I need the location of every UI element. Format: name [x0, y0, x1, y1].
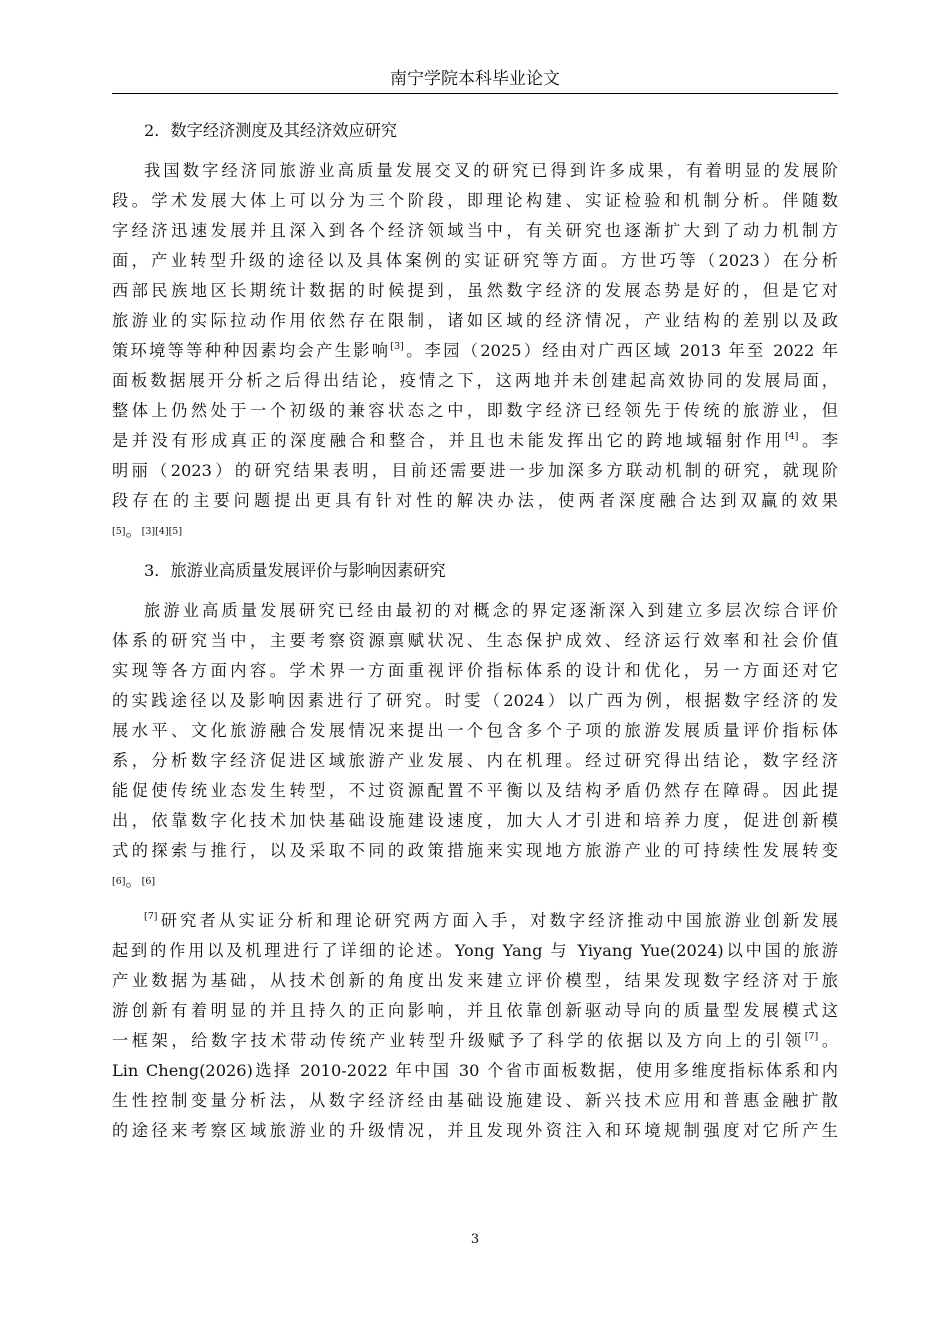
text-line: 我国数字经济同旅游业高质量发展交叉的研究已得到许多成果，有着明显的发展阶: [144, 161, 838, 180]
text-line: [5]。[3][4][5]: [112, 521, 183, 540]
text-line: 产业数据为基础，从技术创新的角度出发来建立评价模型，结果发现数字经济对于旅: [112, 971, 838, 990]
text-line: 旅游业的实际拉动作用依然存在限制，诸如区域的经济情况，产业结构的差别以及政: [112, 311, 838, 330]
text-line: 的实践途径以及影响因素进行了研究。时雯（2024）以广西为例，根据数字经济的发: [112, 691, 838, 710]
text-line: 式的探索与推行，以及采取不同的政策措施来实现地方旅游产业的可持续性发展转变: [112, 841, 838, 860]
text-line: 实现等各方面内容。学术界一方面重视评价指标体系的设计和优化，另一方面还对它: [112, 661, 838, 680]
citation: [6]: [141, 876, 156, 887]
text-line: 整体上仍然处于一个初级的兼容状态之中，即数字经济已经领先于传统的旅游业，但: [112, 401, 838, 420]
citation: [3]: [390, 341, 404, 352]
page-number: 3: [470, 1232, 480, 1247]
text-line: 生性控制变量分析法，从数字经济经由基础设施建设、新兴技术应用和普惠金融扩散: [112, 1091, 838, 1110]
paragraph-empirical-research: [112, 906, 838, 1146]
paragraph-tourism-evaluation: [112, 596, 838, 896]
text-line: 展水平、文化旅游融合发展情况来提出一个包含多个子项的旅游发展质量评价指标体: [112, 721, 838, 740]
header-rule: [112, 93, 838, 94]
text-line: 的途径来考察区域旅游业的升级情况，并且发现外资注入和环境规制强度对它所产生: [112, 1121, 838, 1140]
citation: [3][4][5]: [141, 526, 183, 537]
text-line: 是并没有形成真正的深度融合和整合，并且也未能发挥出它的跨地域辐射作用[4]。李: [112, 431, 839, 450]
citation: [4]: [784, 431, 799, 442]
text-line: 起到的作用以及机理进行了详细的论述。Yong Yang 与 Yiyang Yue(2024)以中国的旅游: [112, 941, 838, 960]
text-line: Lin Cheng(2026)选择 2010-2022 年中国 30 个省市面板数据，使用多维度指标体系和内: [112, 1061, 838, 1080]
text-line: 段存在的主要问题提出更具有针对性的解决办法，使两者深度融合达到双赢的效果: [112, 491, 838, 510]
text-line: [7]研究者从实证分析和理论研究两方面入手，对数字经济推动中国旅游业创新发展: [144, 911, 838, 930]
citation: [7]: [144, 911, 158, 922]
text-line: 字经济迅速发展并且深入到各个经济领域当中，有关研究也逐渐扩大到了动力机制方: [112, 221, 838, 240]
text-line: 能促使传统业态发生转型，不过资源配置不平衡以及结构矛盾仍然存在障碍。因此提: [112, 781, 838, 800]
citation: [6]: [112, 876, 126, 887]
text-line: 西部民族地区长期统计数据的时候提到，虽然数字经济的发展态势是好的，但是它对: [112, 281, 838, 300]
text-line: [6]。[6]: [112, 871, 156, 890]
running-header: 南宁学院本科毕业论文: [390, 69, 560, 89]
section-heading-3: 3．旅游业高质量发展评价与影响因素研究: [144, 561, 446, 580]
text-line: 体系的研究当中，主要考察资源禀赋状况、生态保护成效、经济运行效率和社会价值: [112, 631, 838, 650]
text-line: 游创新有着明显的并且持久的正向影响，并且依靠创新驱动导向的质量型发展模式这: [112, 1001, 838, 1020]
citation: [5]: [112, 526, 126, 537]
text-line: 面板数据展开分析之后得出结论，疫情之下，这两地并未创建起高效协同的发展局面，: [112, 371, 838, 390]
text-line: 旅游业高质量发展研究已经由最初的对概念的界定逐渐深入到建立多层次综合评价: [144, 601, 838, 620]
citation: [7]: [804, 1031, 819, 1042]
paragraph-digital-economy: [112, 156, 838, 546]
section-heading-2: 2．数字经济测度及其经济效应研究: [144, 121, 398, 140]
text-line: 段。学术发展大体上可以分为三个阶段，即理论构建、实证检验和机制分析。伴随数: [112, 191, 838, 210]
text-line: 策环境等等种种因素均会产生影响[3]。李园（2025）经由对广西区域 2013 年至 2022 年: [112, 341, 839, 360]
text-line: 明丽（2023）的研究结果表明，目前还需要进一步加深多方联动机制的研究，就现阶: [112, 461, 838, 480]
text-line: 出，依靠数字化技术加快基础设施建设速度，加大人才引进和培养力度，促进创新模: [112, 811, 838, 830]
page-body: [112, 116, 838, 1146]
text-line: 一框架，给数字技术带动传统产业转型升级赋予了科学的依据以及方向上的引领[7]。: [112, 1031, 839, 1050]
text-line: 系，分析数字经济促进区域旅游产业发展、内在机理。经过研究得出结论，数字经济: [112, 751, 838, 770]
text-line: 面，产业转型升级的途径以及具体案例的实证研究等方面。方世巧等（2023）在分析: [112, 251, 838, 270]
